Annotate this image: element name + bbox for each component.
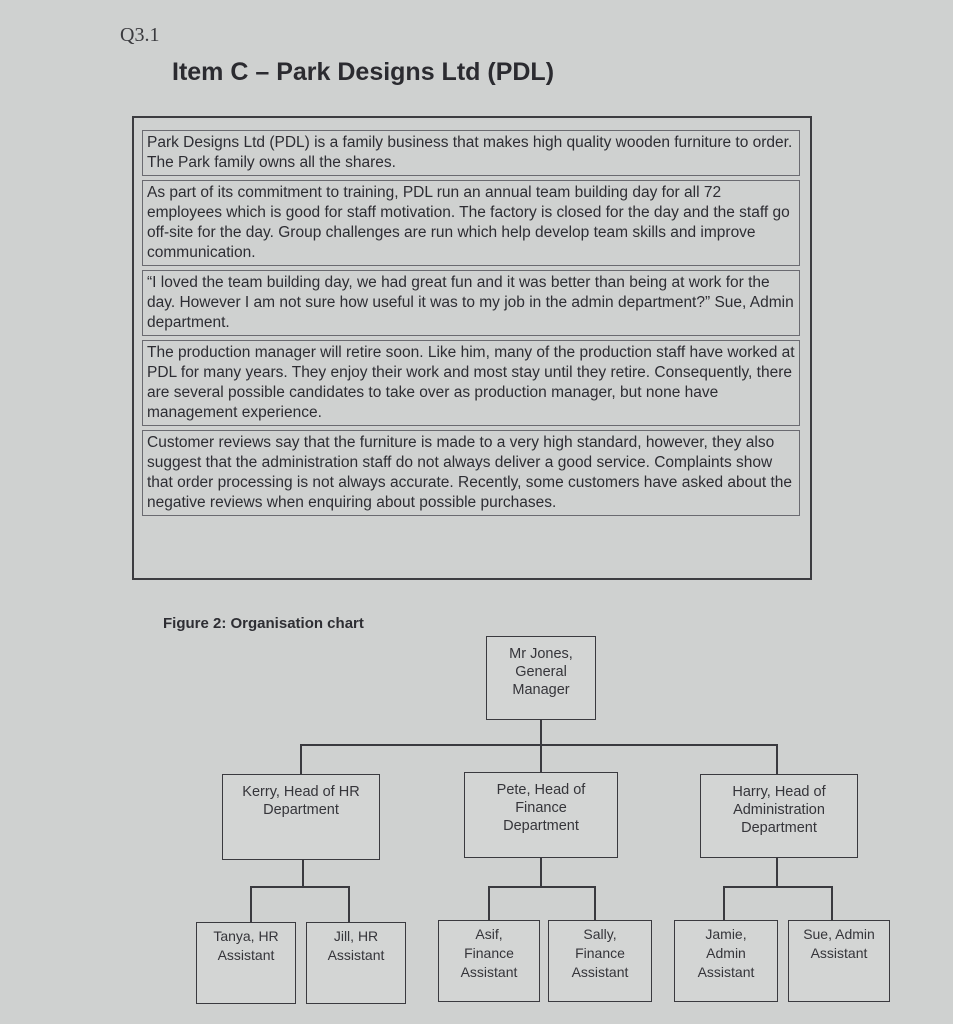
connector-line: [300, 744, 778, 746]
figure-title: Figure 2: Organisation chart: [163, 615, 364, 632]
connector-line: [540, 858, 542, 886]
case-paragraph-4: The production manager will retire soon. Like him, many of the production staff have worked at PDL for many years. They enjoy their work and most stay until they retire. Consequently, there are several possible candidates to take over as production manager, but none have management experience.: [142, 340, 800, 426]
item-title: Item C – Park Designs Ltd (PDL): [172, 58, 555, 86]
admin-head-node: Harry, Head of Administration Department: [700, 774, 858, 858]
connector-line: [540, 718, 542, 744]
connector-line: [488, 886, 596, 888]
hr-head-node: Kerry, Head of HR Department: [222, 774, 380, 860]
general-manager-node: Mr Jones, General Manager: [486, 636, 596, 720]
connector-line: [250, 886, 350, 888]
connector-line: [594, 886, 596, 920]
connector-line: [723, 886, 833, 888]
connector-line: [302, 860, 304, 886]
case-paragraph-1: Park Designs Ltd (PDL) is a family business that makes high quality wooden furniture to order. The Park family owns all the shares.: [142, 130, 800, 176]
connector-line: [300, 744, 302, 774]
case-paragraph-2: As part of its commitment to training, PDL run an annual team building day for all 72 employees which is good for staff motivation. The factory is closed for the day and the staff go off-site for the day. Group challenges are run which help develop team skills and improve communication.: [142, 180, 800, 266]
finance-head-node: Pete, Head of Finance Department: [464, 772, 618, 858]
connector-line: [348, 886, 350, 922]
finance-assistant-asif-node: Asif, Finance Assistant: [438, 920, 540, 1002]
case-paragraph-5: Customer reviews say that the furniture is made to a very high standard, however, they also suggest that the administration staff do not always deliver a good service. Complaints show that order processing is not always accurate. Recently, some customers have asked about the negative reviews when enquiring about possible purchases.: [142, 430, 800, 516]
hr-assistant-jill-node: Jill, HR Assistant: [306, 922, 406, 1004]
connector-line: [776, 858, 778, 886]
connector-line: [723, 886, 725, 920]
connector-line: [488, 886, 490, 920]
connector-line: [540, 744, 542, 772]
admin-assistant-sue-node: Sue, Admin Assistant: [788, 920, 890, 1002]
connector-line: [831, 886, 833, 920]
hr-assistant-tanya-node: Tanya, HR Assistant: [196, 922, 296, 1004]
connector-line: [776, 744, 778, 774]
finance-assistant-sally-node: Sally, Finance Assistant: [548, 920, 652, 1002]
question-number: Q3.1: [120, 24, 160, 46]
connector-line: [250, 886, 252, 922]
case-paragraph-3: “I loved the team building day, we had great fun and it was better than being at work for the day. However I am not sure how useful it was to my job in the admin department?” Sue, Admin department.: [142, 270, 800, 336]
admin-assistant-jamie-node: Jamie, Admin Assistant: [674, 920, 778, 1002]
